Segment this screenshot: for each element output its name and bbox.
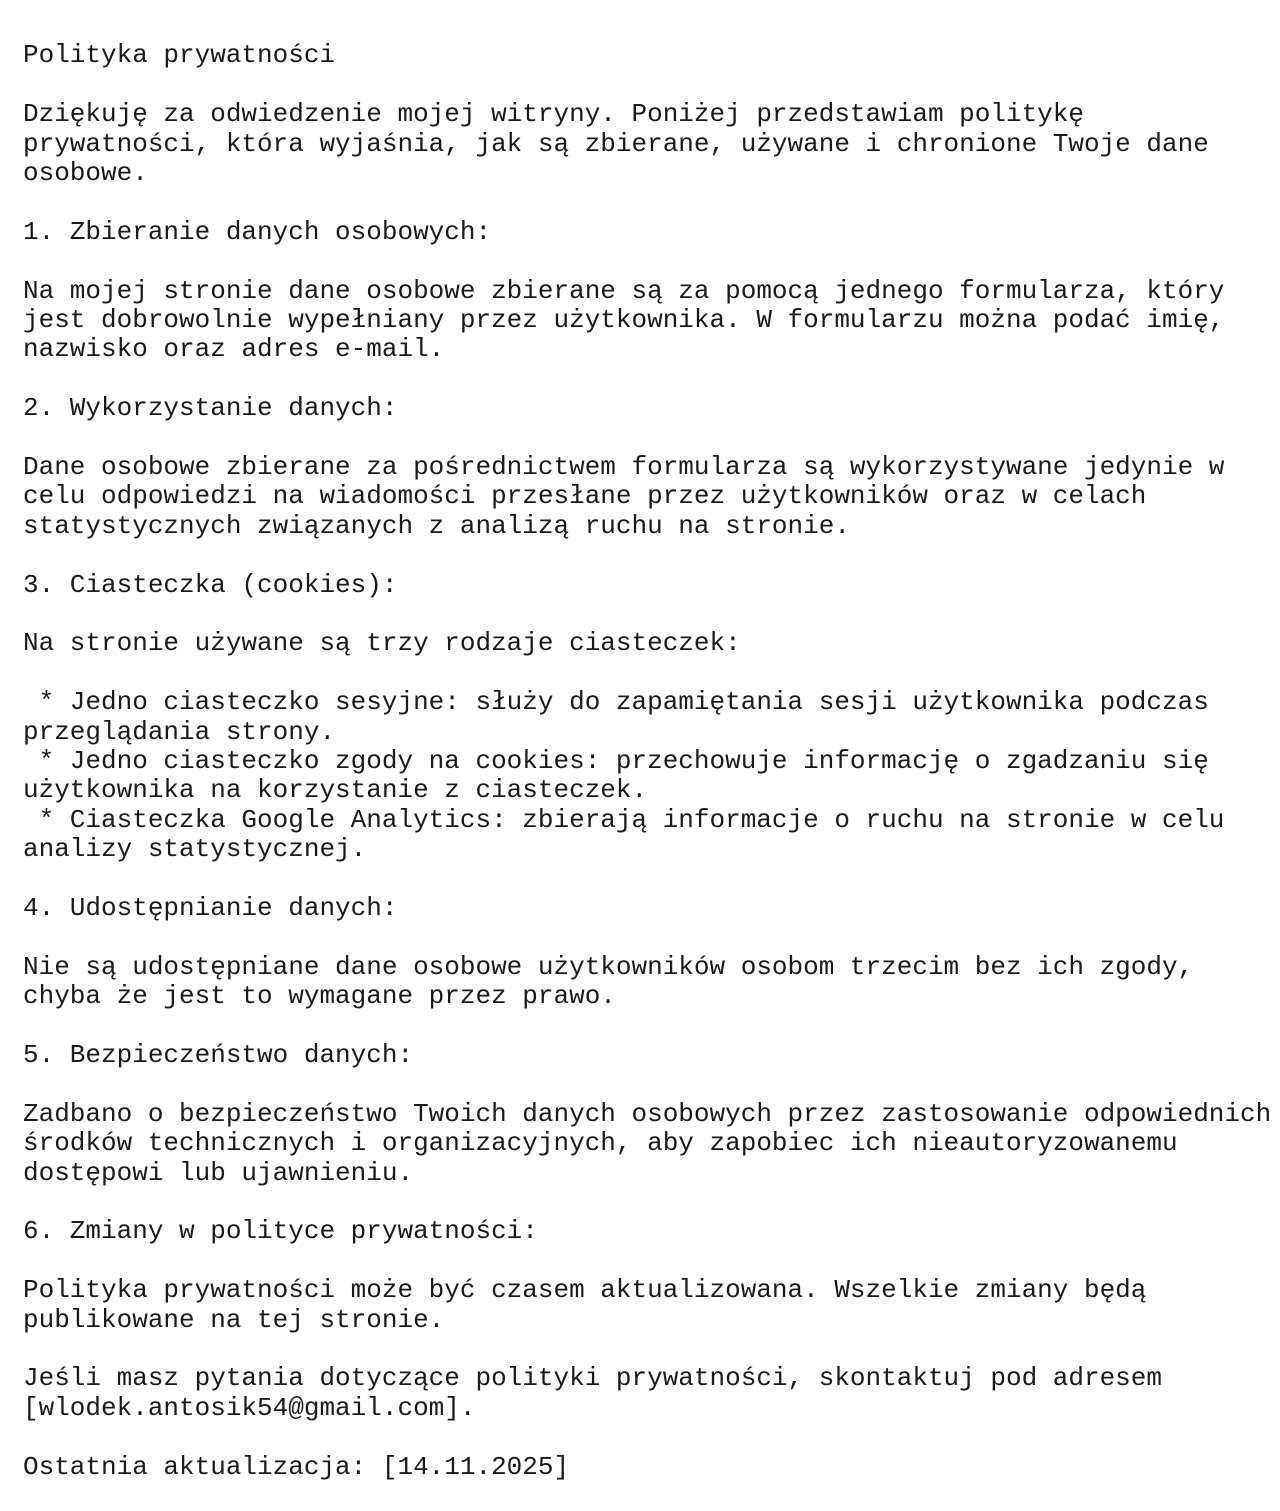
section-body-line: Zadbano o bezpieczeństwo Twoich danych osobowych przez zastosowanie odpowiednich — [23, 1098, 1272, 1129]
bullet-item-analytics-cookies: * Ciasteczka Google Analytics: zbierają informacje o ruchu na stronie w celu — [23, 804, 1225, 835]
section-body-line: środków technicznych i organizacyjnych, aby zapobiec ich nieautoryzowanemu — [23, 1128, 1178, 1159]
section-body-line: Dane osobowe zbierane za pośrednictwem formularza są wykorzystywane jedynie w — [23, 452, 1225, 483]
section-heading-cookies: 3. Ciasteczka (cookies): — [23, 569, 398, 600]
bullet-item-continuation: analizy statystycznej. — [23, 834, 367, 865]
intro-line: osobowe. — [23, 158, 148, 189]
intro-line: Dziękuję za odwiedzenie mojej witryny. Poniżej przedstawiam politykę — [23, 99, 1084, 130]
section-body-line: celu odpowiedzi na wiadomości przesłane przez użytkowników oraz w celach — [23, 481, 1147, 512]
intro-line: prywatności, która wyjaśnia, jak są zbierane, używane i chronione Twoje dane — [23, 128, 1209, 159]
section-body-line: nazwisko oraz adres e-mail. — [23, 334, 445, 365]
bullet-item-continuation: przeglądania strony. — [23, 716, 336, 747]
section-heading-data-usage: 2. Wykorzystanie danych: — [23, 393, 398, 424]
section-body-line: Polityka prywatności może być czasem aktualizowana. Wszelkie zmiany będą — [23, 1275, 1147, 1306]
section-body-line: statystycznych związanych z analizą ruchu na stronie. — [23, 510, 850, 541]
bullet-item-session-cookie: * Jedno ciasteczko sesyjne: służy do zapamiętania sesji użytkownika podczas — [23, 687, 1209, 718]
bullet-item-consent-cookie: * Jedno ciasteczko zgody na cookies: przechowuje informację o zgadzaniu się — [23, 746, 1209, 777]
contact-email: [wlodek.antosik54@gmail.com]. — [23, 1392, 476, 1423]
section-body-line: chyba że jest to wymagane przez prawo. — [23, 981, 616, 1012]
section-body-line: publikowane na tej stronie. — [23, 1304, 445, 1335]
last-updated: Ostatnia aktualizacja: [14.11.2025] — [23, 1451, 570, 1482]
page-title: Polityka prywatności — [23, 40, 336, 71]
section-heading-data-collection: 1. Zbieranie danych osobowych: — [23, 216, 492, 247]
section-body-line: jest dobrowolnie wypełniany przez użytkownika. W formularzu można podać imię, — [23, 305, 1225, 336]
section-body-line: Nie są udostępniane dane osobowe użytkowników osobom trzecim bez ich zgody, — [23, 951, 1194, 982]
bullet-item-continuation: użytkownika na korzystanie z ciasteczek. — [23, 775, 648, 806]
section-heading-data-security: 5. Bezpieczeństwo danych: — [23, 1040, 414, 1071]
section-heading-data-sharing: 4. Udostępnianie danych: — [23, 893, 398, 924]
section-body-line: Na mojej stronie dane osobowe zbierane są za pomocą jednego formularza, który — [23, 275, 1225, 306]
section-heading-policy-changes: 6. Zmiany w polityce prywatności: — [23, 1216, 538, 1247]
section-body-line: Na stronie używane są trzy rodzaje ciasteczek: — [23, 628, 741, 659]
contact-line: Jeśli masz pytania dotyczące polityki prywatności, skontaktuj pod adresem — [23, 1363, 1162, 1394]
section-body-line: dostępowi lub ujawnieniu. — [23, 1157, 414, 1188]
